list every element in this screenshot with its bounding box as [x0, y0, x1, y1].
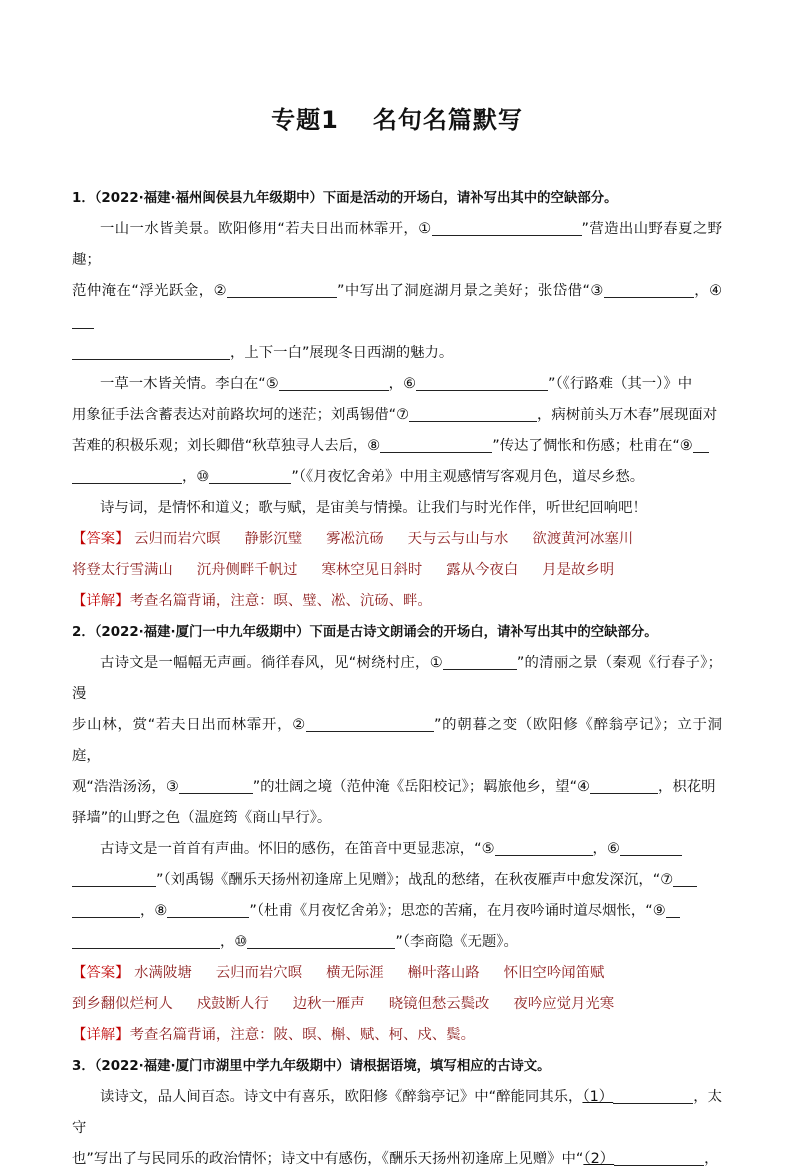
detail-tag: 【详解】	[72, 1027, 130, 1043]
blank	[380, 435, 492, 453]
answer-item: 天与云与山与水	[407, 531, 509, 547]
question-1-paragraph-1: 一山一水皆美景。欧阳修用“若夫日出而林霏开，① ”营造出山野春夏之野趣； 范仲淹在“浮光跃金，② ”中写出了洞庭湖月景之美好；张岱借“③ ，④ ，上下一白”展现冬日西湖的魅力。	[72, 214, 722, 369]
answer-item: 水满陂塘	[134, 965, 192, 981]
answer-item: 雾凇沆砀	[326, 531, 384, 547]
question-2-paragraph-2: 古诗文是一首首有声曲。怀旧的感伤，在笛音中更显悲凉，“⑤ ，⑥ ”（刘禹锡《酬乐天扬州初逢席上见赠》；战乱的愁绪，在秋夜雁声中愈发深沉，“⑦ ，⑧ ”（杜甫《月夜忆舍弟》；思恋的苦痛，在月夜吟诵时道尽烟怅，“⑨ ，⑩ ”（李商隐《无题》。	[72, 834, 722, 958]
answer-item: 到乡翻似烂柯人	[72, 996, 173, 1012]
blank	[613, 1086, 693, 1104]
title-topic-number: 专题1	[271, 106, 339, 134]
question-2-heading: 2．（2022·福建·厦门一中九年级期中）下面是古诗文朗诵会的开场白，请补写出其中的空缺部分。	[72, 625, 658, 640]
detail-text: 考查名篇背诵，注意：暝、璧、凇、沆砀、畔。	[129, 593, 432, 609]
question-1-paragraph-2: 一草一木皆关情。李白在“⑤ ，⑥ ”（《行路难（其一）》中 用象征手法含蓄表达对前路坎坷的迷茫；刘禹锡借“⑦ ，病树前头万木春”展现面对 苦难的积极乐观；刘长卿借“秋草独寻人去后，⑧ ”传达了惆怅和伤感；杜甫在“⑨ ，⑩ ”（《月夜忆舍弟》中用主观感情写客观月色，道尽乡愁。	[72, 369, 722, 493]
answer-item: 怀旧空吟闻笛赋	[503, 965, 605, 981]
blank	[306, 714, 434, 732]
document-content	[72, 183, 722, 1175]
blank	[614, 1148, 704, 1166]
blank	[495, 838, 593, 856]
answer-item: 将登太行雪满山	[72, 562, 173, 578]
blank	[279, 373, 389, 391]
blank	[432, 218, 582, 236]
answer-item: 云归而岩穴暝	[215, 965, 303, 981]
answer-item: 月是故乡明	[542, 562, 615, 578]
page-title	[0, 100, 794, 135]
question-2-detail	[72, 1020, 722, 1051]
blank	[604, 280, 694, 298]
question-2-answer	[72, 958, 722, 1020]
answer-item: 边秋一雁声	[292, 996, 365, 1012]
blank	[666, 900, 680, 918]
question-1-detail	[72, 586, 722, 617]
blank	[409, 404, 537, 422]
blank	[673, 869, 697, 887]
question-2-paragraph-1: 古诗文是一幅幅无声画。徜徉春风，见“树绕村庄，① ”的清丽之景（秦观《行春子》；漫 步山林，赏“若夫日出而林霏开，② ”的朝暮之变（欧阳修《醉翁亭记》；立于洞庭， 观“浩浩汤汤，③ ”的壮阔之境（范仲淹《岳阳校记》；羁旅他乡，望“④ ，枳花明 驿墙”的山野之色（温庭筠《商山早行》。	[72, 648, 722, 834]
blank	[167, 900, 249, 918]
answer-item: 静影沉璧	[244, 531, 303, 547]
question-3-paragraph-1: 读诗文，品人间百态。诗文中有喜乐，欧阳修《醉翁亭记》中“醉能同其乐，（1） ，太守 也”写出了与民同乐的政治情怀；诗文中有感伤，《酬乐天扬州初逢席上见赠》中“（2） ，	[72, 1082, 722, 1175]
blank	[620, 838, 682, 856]
blank	[72, 900, 140, 918]
answer-tag: 【答案】	[72, 531, 130, 547]
blank	[72, 466, 182, 484]
question-3-heading: 3．（2022·福建·厦门市湖里中学九年级期中）请根据语境，填写相应的古诗文。	[72, 1059, 551, 1074]
question-1-answer	[72, 524, 722, 586]
blank-label: （1）	[582, 1089, 614, 1105]
blank	[72, 311, 94, 329]
title-topic-name: 名句名篇默写	[372, 106, 523, 134]
answer-tag: 【答案】	[72, 965, 130, 981]
blank	[693, 435, 709, 453]
blank	[590, 776, 658, 794]
answer-item: 夜吟应觉月光寒	[513, 996, 615, 1012]
answer-item: 横无际涯	[326, 965, 384, 981]
blank	[72, 342, 230, 360]
blank	[247, 931, 395, 949]
answer-item: 露从今夜白	[446, 562, 519, 578]
detail-tag: 【详解】	[72, 593, 130, 609]
blank	[179, 776, 253, 794]
answer-item: 槲叶落山路	[407, 965, 480, 981]
blank	[443, 652, 517, 670]
answer-item: 云归而岩穴暝	[134, 531, 221, 547]
answer-item: 寒林空见日斜时	[321, 562, 423, 578]
blank	[227, 280, 337, 298]
answer-item: 晓镜但愁云鬓改	[388, 996, 490, 1012]
blank	[209, 466, 291, 484]
blank	[416, 373, 548, 391]
question-1-paragraph-3: 诗与词，是情怀和道义；歌与赋，是宙美与情操。让我们与时光作伴，听世纪回响吧！	[100, 500, 647, 516]
answer-item: 欲渡黄河冰塞川	[532, 531, 634, 547]
blank	[72, 931, 220, 949]
blank	[72, 869, 156, 887]
detail-text: 考查名篇背诵，注意：陂、暝、槲、赋、柯、戍、鬓。	[129, 1027, 475, 1043]
blank-label: （2）	[583, 1151, 615, 1167]
answer-item: 戍鼓断人行	[196, 996, 269, 1012]
answer-item: 沉舟侧畔千帆过	[196, 562, 298, 578]
question-1-heading: 1．（2022·福建·福州闽侯县九年级期中）下面是活动的开场白，请补写出其中的空缺部分。	[72, 191, 618, 206]
